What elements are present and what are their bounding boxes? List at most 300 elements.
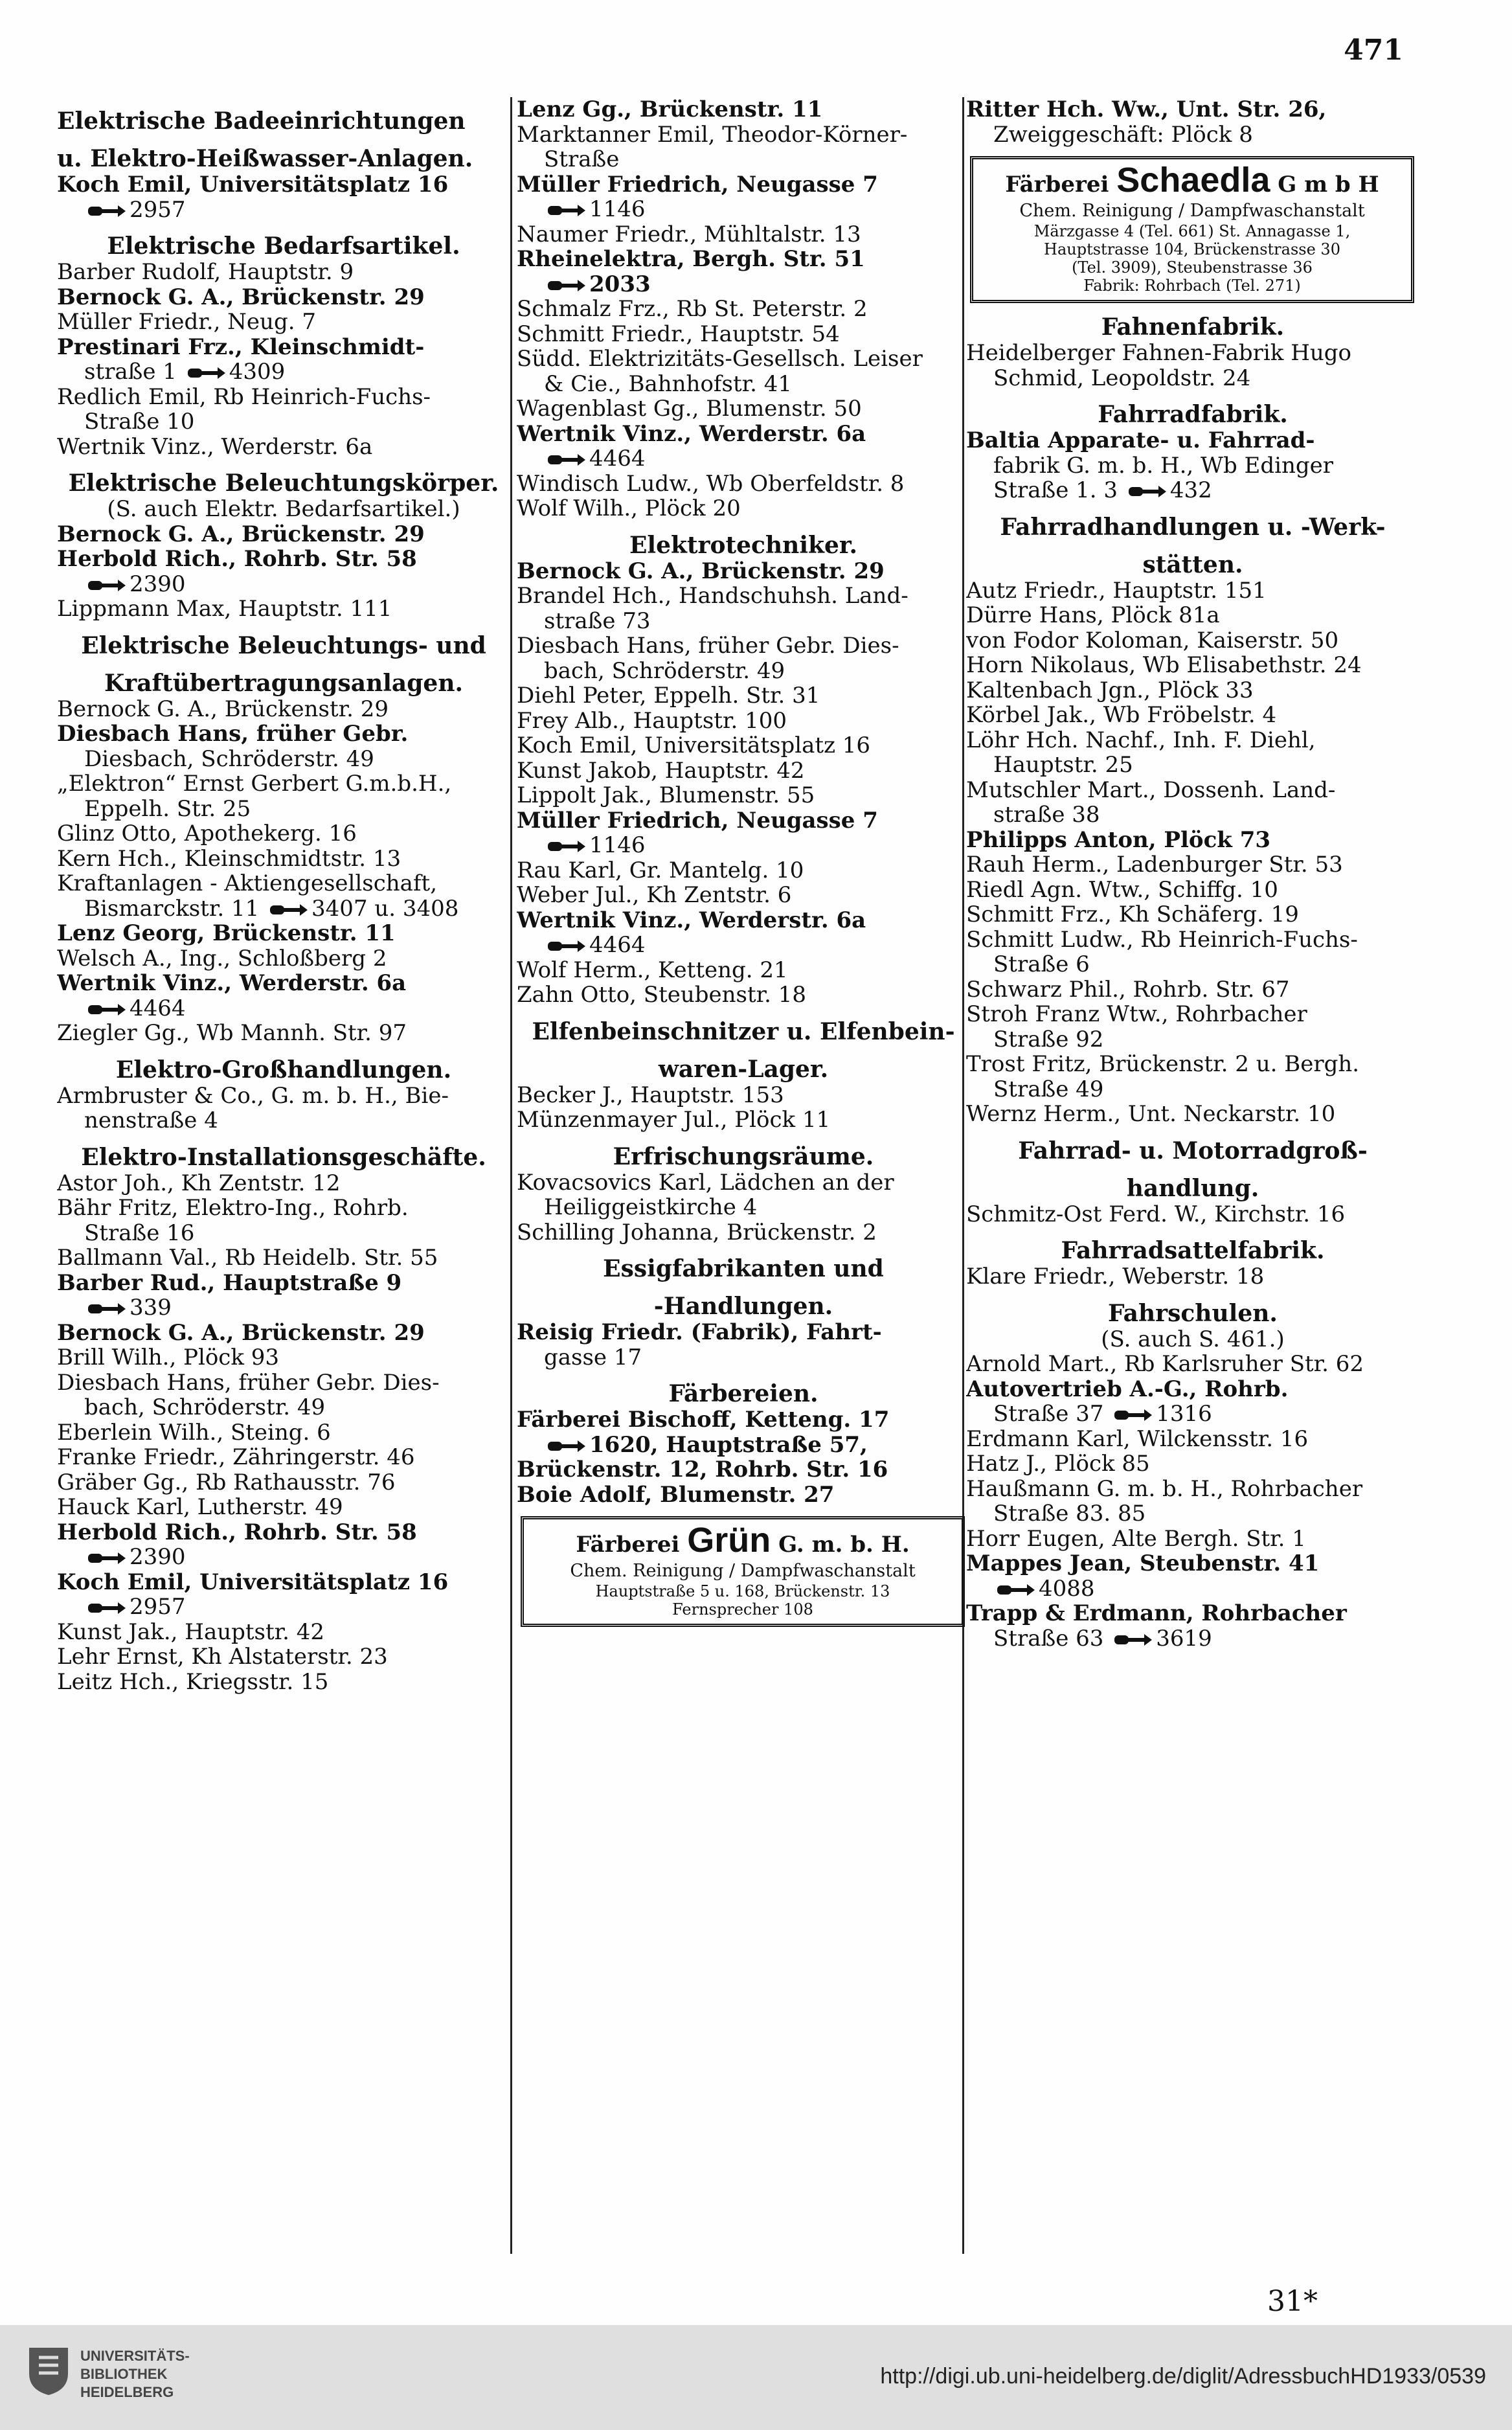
entry-text: Schmid, Leopoldstr. 24 <box>993 365 1251 391</box>
entry-text: Diesbach Hans, früher Gebr. Dies- <box>517 633 899 659</box>
directory-entry <box>966 1202 1419 1227</box>
directory-entry <box>517 222 970 247</box>
entry-text: bach, Schröderstr. 49 <box>544 658 785 683</box>
entry-text: Straße 63 <box>993 1626 1104 1651</box>
phone-number-text: 1620, Hauptstraße 57, <box>589 1432 868 1457</box>
directory-entry <box>517 659 970 684</box>
entry-text: (S. auch S. 461.) <box>1101 1326 1285 1352</box>
directory-entry <box>517 97 970 122</box>
library-name: UNIVERSITÄTS- BIBLIOTHEK HEIDELBERG <box>80 2348 190 2400</box>
directory-entry <box>517 1482 970 1508</box>
directory-entry <box>517 858 970 883</box>
section-heading: u. Elektro-Heißwasser-Anlagen. <box>57 145 473 172</box>
section-heading: stätten. <box>1142 551 1243 578</box>
entry-text: Wertnik Vinz., Werderstr. 6a <box>57 971 407 996</box>
entry-text: Schmalz Frz., Rb St. Peterstr. 2 <box>517 297 868 322</box>
section-heading: Fahrradhandlungen u. -Werk- <box>1000 513 1386 541</box>
directory-entry <box>57 771 510 797</box>
phone-number <box>84 572 186 597</box>
directory-entry <box>966 1551 1419 1576</box>
directory-entry <box>966 341 1419 366</box>
entry-text: Kraftanlagen - Aktiengesellschaft, <box>57 871 437 896</box>
entry-text: Wagenblast Gg., Blumenstr. 50 <box>517 396 862 422</box>
directory-entry <box>517 247 970 272</box>
entry-text: Prestinari Frz., Kleinschmidt- <box>57 334 425 359</box>
ad-subtitle: Chem. Reinigung / Dampfwaschanstalt <box>570 1561 916 1581</box>
entry-text: Straße 37 <box>993 1402 1104 1427</box>
entry-text: Trapp & Erdmann, Rohrbacher <box>966 1601 1347 1626</box>
directory-entry <box>966 852 1419 878</box>
cross-reference-note <box>966 1327 1419 1352</box>
entry-text: Schwarz Phil., Rohrb. Str. 67 <box>966 977 1290 1002</box>
entry-text: Zweiggeschäft: Plöck 8 <box>993 122 1253 147</box>
directory-entry <box>517 609 970 634</box>
directory-entry <box>517 396 970 422</box>
entry-text: Bernock G. A., Brückenstr. 29 <box>57 284 425 310</box>
entry-text: Hatz J., Plöck 85 <box>966 1451 1150 1477</box>
entry-text: Bernock G. A., Brückenstr. 29 <box>57 696 389 721</box>
phone-line <box>57 1295 510 1321</box>
directory-entry <box>57 1570 510 1595</box>
entry-text: Haußmann G. m. b. H., Rohrbacher <box>966 1476 1363 1501</box>
entry-text: Boie Adolf, Blumenstr. 27 <box>517 1482 835 1507</box>
phone-number-text: 4464 <box>130 995 186 1021</box>
directory-entry <box>966 1002 1419 1027</box>
directory-entry <box>966 678 1419 703</box>
telephone-icon <box>87 1600 127 1617</box>
directory-entry <box>966 1477 1419 1502</box>
phone-number-text: 4309 <box>229 359 286 385</box>
directory-entry <box>57 1345 510 1370</box>
directory-entry <box>517 633 970 659</box>
directory-entry <box>966 1402 1419 1427</box>
directory-entry <box>57 1221 510 1246</box>
entry-text: Wernz Herm., Unt. Neckarstr. 10 <box>966 1102 1336 1127</box>
directory-entry <box>966 828 1419 853</box>
directory-entry <box>517 709 970 734</box>
section-heading: Elfenbeinschnitzer u. Elfenbein- <box>532 1017 955 1045</box>
phone-number <box>266 896 458 922</box>
directory-entry <box>57 1021 510 1046</box>
directory-entry <box>966 628 1419 653</box>
ad-line: Märzgasse 4 (Tel. 661) St. Annagasse 1, <box>1033 222 1351 240</box>
directory-entry <box>966 1377 1419 1402</box>
entry-text: fabrik G. m. b. H., Wb Edinger <box>993 453 1334 478</box>
telephone-icon <box>547 451 587 468</box>
entry-text: Koch Emil, Universitätsplatz 16 <box>57 172 449 198</box>
entry-text: Schmitt Frz., Kh Schäferg. 19 <box>966 902 1299 927</box>
directory-entry <box>57 1395 510 1420</box>
entry-text: Schilling Johanna, Brückenstr. 2 <box>517 1220 877 1245</box>
directory-entry <box>517 297 970 322</box>
directory-entry <box>517 1407 970 1433</box>
phone-number-text: 432 <box>1169 478 1212 503</box>
entry-text: Mappes Jean, Steubenstr. 41 <box>966 1551 1320 1576</box>
directory-entry <box>57 1620 510 1645</box>
telephone-icon <box>186 365 227 381</box>
telephone-icon <box>547 277 587 294</box>
directory-entry <box>57 1108 510 1133</box>
phone-number-text: 2033 <box>589 271 651 297</box>
entry-text: Koch Emil, Universitätsplatz 16 <box>517 733 871 758</box>
telephone-icon <box>269 902 309 918</box>
entry-text: Armbruster & Co., G. m. b. H., Bie- <box>57 1083 449 1108</box>
column-middle <box>517 97 970 2273</box>
directory-entry <box>966 977 1419 1003</box>
entry-text: Kunst Jak., Hauptstr. 42 <box>57 1619 325 1644</box>
directory-entry <box>966 1052 1419 1077</box>
telephone-icon <box>996 1582 1036 1598</box>
directory-entry <box>57 335 510 360</box>
directory-entry <box>966 478 1419 503</box>
ad-company-name: Schaedla <box>1116 161 1270 199</box>
phone-number <box>1111 1626 1212 1652</box>
directory-entry <box>57 1271 510 1296</box>
directory-entry <box>57 172 510 198</box>
entry-text: Barber Rudolf, Hauptstr. 9 <box>57 260 354 285</box>
directory-entry <box>57 310 510 335</box>
directory-entry <box>966 1027 1419 1052</box>
phone-number <box>544 272 651 297</box>
directory-entry <box>966 122 1419 148</box>
entry-text: Brückenstr. 12, Rohrb. Str. 16 <box>517 1457 888 1482</box>
section-heading: Elektro-Installationsgeschäfte. <box>81 1143 486 1171</box>
directory-entry <box>517 372 970 397</box>
entry-text: Löhr Hch. Nachf., Inh. F. Diehl, <box>966 727 1316 753</box>
directory-entry <box>966 703 1419 728</box>
phone-number-text: 4088 <box>1039 1576 1095 1601</box>
directory-entry <box>517 322 970 347</box>
entry-text: Autz Friedr., Hauptstr. 151 <box>966 578 1267 603</box>
section-heading: Fahrschulen. <box>1108 1299 1278 1327</box>
entry-text: Barber Rud., Hauptstraße 9 <box>57 1270 402 1295</box>
directory-entry <box>57 797 510 822</box>
entry-text: & Cie., Bahnhofstr. 41 <box>544 371 793 396</box>
directory-entry <box>57 359 510 385</box>
entry-text: „Elektron“ Ernst Gerbert G.m.b.H., <box>57 771 452 797</box>
entry-text: Wolf Wilh., Plöck 20 <box>517 496 741 521</box>
entry-text: straße 38 <box>993 802 1100 828</box>
entry-text: Klare Friedr., Weberstr. 18 <box>966 1264 1265 1289</box>
entry-text: Kovacsovics Karl, Lädchen an der <box>517 1170 894 1195</box>
phone-number-text: 2957 <box>130 1595 186 1620</box>
directory-entry <box>966 1626 1419 1652</box>
entry-text: Lehr Ernst, Kh Alstaterstr. 23 <box>57 1644 388 1670</box>
entry-text: Lippolt Jak., Blumenstr. 55 <box>517 783 815 808</box>
entry-text: Koch Emil, Universitätsplatz 16 <box>57 1569 449 1595</box>
directory-entry <box>966 802 1419 828</box>
directory-entry <box>517 1320 970 1345</box>
directory-entry <box>966 1427 1419 1452</box>
directory-entry <box>57 871 510 896</box>
entry-text: Diesbach Hans, früher Gebr. Dies- <box>57 1370 440 1395</box>
phone-line <box>517 933 970 958</box>
directory-entry <box>966 366 1419 391</box>
entry-text: Wolf Herm., Ketteng. 21 <box>517 957 788 982</box>
entry-text: Ritter Hch. Ww., Unt. Str. 26, <box>966 97 1327 122</box>
entry-text: Rheinelektra, Bergh. Str. 51 <box>517 247 865 272</box>
directory-entry <box>517 1083 970 1108</box>
section-heading: Elektrotechniker. <box>629 531 858 559</box>
directory-entry <box>517 908 970 933</box>
directory-entry <box>57 1420 510 1446</box>
section-heading: Elektrische Beleuchtungs- und <box>81 631 486 659</box>
directory-entry <box>57 385 510 410</box>
directory-entry <box>57 522 510 547</box>
section-heading: Kraftübertragungsanlagen. <box>104 669 464 697</box>
phone-number <box>84 1295 172 1321</box>
entry-text: Reisig Friedr. (Fabrik), Fahrt- <box>517 1320 882 1345</box>
entry-text: Straße 92 <box>993 1027 1104 1052</box>
phone-number-text: 2390 <box>130 1545 186 1570</box>
phone-line <box>517 833 970 858</box>
ad-suffix: G m b H <box>1278 172 1379 198</box>
entry-text: Hauptstr. 25 <box>993 753 1133 778</box>
entry-text: Redlich Emil, Rb Heinrich-Fuchs- <box>57 384 431 409</box>
directory-entry <box>966 952 1419 977</box>
ad-line: (Tel. 3909), Steubenstrasse 36 <box>1072 258 1313 277</box>
entry-text: Schmitz-Ost Ferd. W., Kirchstr. 16 <box>966 1201 1346 1227</box>
signature-mark: 31* <box>1267 2285 1318 2318</box>
phone-line <box>57 572 510 597</box>
phone-number-text: 1316 <box>1156 1402 1212 1427</box>
phone-number-text: 339 <box>130 1295 172 1321</box>
entry-text: (S. auch Elektr. Bedarfsartikel.) <box>107 497 460 522</box>
directory-entry <box>966 927 1419 953</box>
section-heading: Elektrische Beleuchtungskörper. <box>68 470 499 497</box>
phone-number <box>84 996 186 1021</box>
cross-reference-note <box>57 497 510 522</box>
telephone-icon <box>87 203 127 220</box>
directory-entry <box>517 783 970 808</box>
entry-text: Rauh Herm., Ladenburger Str. 53 <box>966 852 1343 878</box>
phone-number-text: 3407 u. 3408 <box>311 896 459 921</box>
entry-text: Kaltenbach Jgn., Plöck 33 <box>966 677 1254 703</box>
page-number: 471 <box>1344 34 1403 67</box>
directory-entry <box>57 846 510 872</box>
entry-text: Straße 83. 85 <box>993 1501 1146 1527</box>
phone-number <box>993 1576 1095 1602</box>
ad-prefix: Färberei <box>1005 172 1109 198</box>
phone-line <box>517 197 970 222</box>
entry-text: Münzenmayer Jul., Plöck 11 <box>517 1107 831 1133</box>
entry-text: Erdmann Karl, Wilckensstr. 16 <box>966 1426 1309 1451</box>
directory-entry <box>57 1644 510 1670</box>
entry-text: Weber Jul., Kh Zentstr. 6 <box>517 883 792 908</box>
ad-company-name: Grün <box>687 1521 771 1560</box>
phone-number-text: 4464 <box>589 933 646 958</box>
phone-line <box>517 272 970 297</box>
directory-entry <box>966 97 1419 122</box>
directory-entry <box>517 808 970 834</box>
directory-entry <box>57 1495 510 1520</box>
entry-text: Dürre Hans, Plöck 81a <box>966 603 1220 628</box>
directory-entry <box>57 1520 510 1545</box>
entry-text: Trost Fritz, Brückenstr. 2 u. Bergh. <box>966 1052 1360 1077</box>
directory-entry <box>517 883 970 908</box>
directory-entry <box>517 471 970 497</box>
directory-entry <box>517 559 970 584</box>
directory-entry <box>966 1264 1419 1289</box>
university-seal-icon <box>26 2345 71 2396</box>
phone-number-text: 3619 <box>1156 1626 1212 1651</box>
ad-subtitle: Chem. Reinigung / Dampfwaschanstalt <box>1019 201 1365 221</box>
telephone-icon <box>1127 483 1168 500</box>
entry-text: Stroh Franz Wtw., Rohrbacher <box>966 1002 1307 1027</box>
phone-number-text: 2957 <box>130 197 186 222</box>
directory-entry <box>966 428 1419 453</box>
directory-entry <box>966 1527 1419 1552</box>
directory-entry <box>966 878 1419 903</box>
ad-suffix: G. m. b. H. <box>778 1532 910 1558</box>
section-heading: Fahrradfabrik. <box>1098 401 1288 428</box>
directory-entry <box>517 1345 970 1370</box>
entry-text: Leitz Hch., Kriegsstr. 15 <box>57 1669 329 1694</box>
directory-entry <box>57 946 510 971</box>
entry-text: Wertnik Vinz., Werderstr. 6a <box>57 434 373 459</box>
section-heading: handlung. <box>1126 1174 1259 1202</box>
phone-number-text: 2390 <box>130 571 186 596</box>
directory-entry <box>966 778 1419 803</box>
directory-entry <box>517 422 970 447</box>
entry-text: Diehl Peter, Eppelh. Str. 31 <box>517 683 820 709</box>
entry-text: Herbold Rich., Rohrb. Str. 58 <box>57 547 417 572</box>
phone-number <box>544 197 646 222</box>
entry-text: Riedl Agn. Wtw., Schiffg. 10 <box>966 877 1278 902</box>
phone-number <box>84 1595 186 1620</box>
entry-text: Horr Eugen, Alte Bergh. Str. 1 <box>966 1526 1306 1551</box>
entry-text: Färberei Bischoff, Ketteng. 17 <box>517 1407 890 1433</box>
entry-text: Zahn Otto, Steubenstr. 18 <box>517 982 807 1008</box>
directory-entry <box>517 958 970 983</box>
entry-text: Schmitt Ludw., Rb Heinrich-Fuchs- <box>966 927 1358 952</box>
entry-text: Lippmann Max, Hauptstr. 111 <box>57 596 392 622</box>
entry-text: Eppelh. Str. 25 <box>84 796 251 821</box>
entry-text: Kern Hch., Kleinschmidtstr. 13 <box>57 846 401 871</box>
directory-entry <box>57 1245 510 1271</box>
entry-text: Müller Friedrich, Neugasse 7 <box>517 808 878 833</box>
viewer-footer <box>0 2325 1512 2430</box>
entry-text: Ballmann Val., Rb Heidelb. Str. 55 <box>57 1245 438 1271</box>
directory-entry <box>517 147 970 172</box>
directory-entry <box>57 1445 510 1470</box>
entry-text: Müller Friedrich, Neugasse 7 <box>517 172 878 197</box>
phone-line <box>57 198 510 223</box>
directory-entry <box>517 1220 970 1245</box>
phone-line <box>57 996 510 1021</box>
entry-text: Bernock G. A., Brückenstr. 29 <box>57 1320 425 1345</box>
section-heading: waren-Lager. <box>658 1055 829 1083</box>
entry-text: Straße 1. 3 <box>993 478 1118 503</box>
directory-entry <box>57 971 510 996</box>
entry-text: Windisch Ludw., Wb Oberfeldstr. 8 <box>517 471 905 496</box>
directory-entry <box>57 596 510 622</box>
entry-text: Wertnik Vinz., Werderstr. 6a <box>517 421 866 446</box>
entry-text: Ziegler Gg., Wb Mannh. Str. 97 <box>57 1021 407 1046</box>
directory-entry <box>966 1352 1419 1377</box>
phone-line <box>517 446 970 471</box>
entry-text: Kunst Jakob, Hauptstr. 42 <box>517 758 805 783</box>
phone-number <box>544 833 646 858</box>
ad-line: Fabrik: Rohrbach (Tel. 271) <box>1083 277 1301 295</box>
directory-entry <box>966 1501 1419 1527</box>
entry-text: von Fodor Koloman, Kaiserstr. 50 <box>966 628 1339 653</box>
entry-text: Straße 16 <box>84 1220 195 1245</box>
section-heading: Elektrische Bedarfsartikel. <box>107 233 460 260</box>
entry-text: gasse 17 <box>544 1345 642 1370</box>
directory-entry <box>517 1107 970 1133</box>
phone-number-text: 1146 <box>589 833 646 858</box>
entry-text: Müller Friedr., Neug. 7 <box>57 310 316 335</box>
directory-entry <box>517 122 970 148</box>
column-right <box>966 97 1419 2273</box>
entry-text: Brandel Hch., Handschuhsh. Land- <box>517 584 908 609</box>
entry-text: Autovertrieb A.-G., Rohrb. <box>966 1376 1289 1402</box>
directory-entry <box>517 758 970 784</box>
entry-text: Brill Wilh., Plöck 93 <box>57 1345 280 1370</box>
phone-line <box>57 1595 510 1620</box>
phone-number <box>544 933 646 958</box>
directory-entry <box>966 1601 1419 1626</box>
phone-number-text: 4464 <box>589 446 646 471</box>
directory-entry <box>57 547 510 572</box>
source-url[interactable]: http://digi.ub.uni-heidelberg.de/diglit/AdressbuchHD1933/0539 <box>880 2364 1486 2389</box>
directory-entry <box>57 747 510 772</box>
section-heading: Fahrrad- u. Motorradgroß- <box>1018 1137 1368 1164</box>
directory-entry <box>517 1457 970 1482</box>
directory-entry <box>57 1171 510 1196</box>
advertisement-box <box>521 1516 965 1627</box>
telephone-icon <box>87 1550 127 1567</box>
ad-line: Hauptstrasse 104, Brückenstrasse 30 <box>1044 240 1340 258</box>
directory-entry <box>517 683 970 709</box>
entry-text: Philipps Anton, Plöck 73 <box>966 827 1271 852</box>
entry-text: Astor Joh., Kh Zentstr. 12 <box>57 1170 341 1196</box>
directory-entry <box>57 1470 510 1495</box>
telephone-icon <box>87 1300 127 1317</box>
entry-text: Herbold Rich., Rohrb. Str. 58 <box>57 1519 417 1545</box>
entry-text: Glinz Otto, Apothekerg. 16 <box>57 821 357 846</box>
phone-number <box>544 446 646 471</box>
telephone-icon <box>547 838 587 855</box>
phone-number <box>1111 1402 1212 1427</box>
entry-text: Naumer Friedr., Mühltalstr. 13 <box>517 221 861 247</box>
telephone-icon <box>87 577 127 594</box>
entry-text: Bismarckstr. 11 <box>84 896 260 921</box>
section-heading: Erfrischungsräume. <box>613 1142 874 1170</box>
entry-text: Südd. Elektrizitäts-Gesellsch. Leiser <box>517 346 923 372</box>
entry-text: Baltia Apparate- u. Fahrrad- <box>966 428 1315 453</box>
phone-number <box>1125 478 1212 503</box>
entry-text: Straße 49 <box>993 1076 1104 1102</box>
directory-entry <box>57 409 510 435</box>
entry-text: Franke Friedr., Zähringerstr. 46 <box>57 1445 415 1470</box>
column-rule <box>510 97 512 2254</box>
telephone-icon <box>87 1001 127 1018</box>
directory-entry <box>966 653 1419 678</box>
directory-entry <box>966 1077 1419 1102</box>
section-heading: Essigfabrikanten und <box>603 1255 884 1282</box>
entry-text: Bernock G. A., Brückenstr. 29 <box>57 521 425 547</box>
entry-text: Straße 10 <box>84 409 195 435</box>
directory-entry <box>57 721 510 747</box>
entry-text: Mutschler Mart., Dossenh. Land- <box>966 777 1336 802</box>
directory-entry <box>517 982 970 1008</box>
directory-entry <box>966 578 1419 604</box>
advertisement-box <box>970 156 1414 303</box>
entry-text: Arnold Mart., Rb Karlsruher Str. 62 <box>966 1352 1364 1377</box>
directory-entry <box>57 260 510 285</box>
